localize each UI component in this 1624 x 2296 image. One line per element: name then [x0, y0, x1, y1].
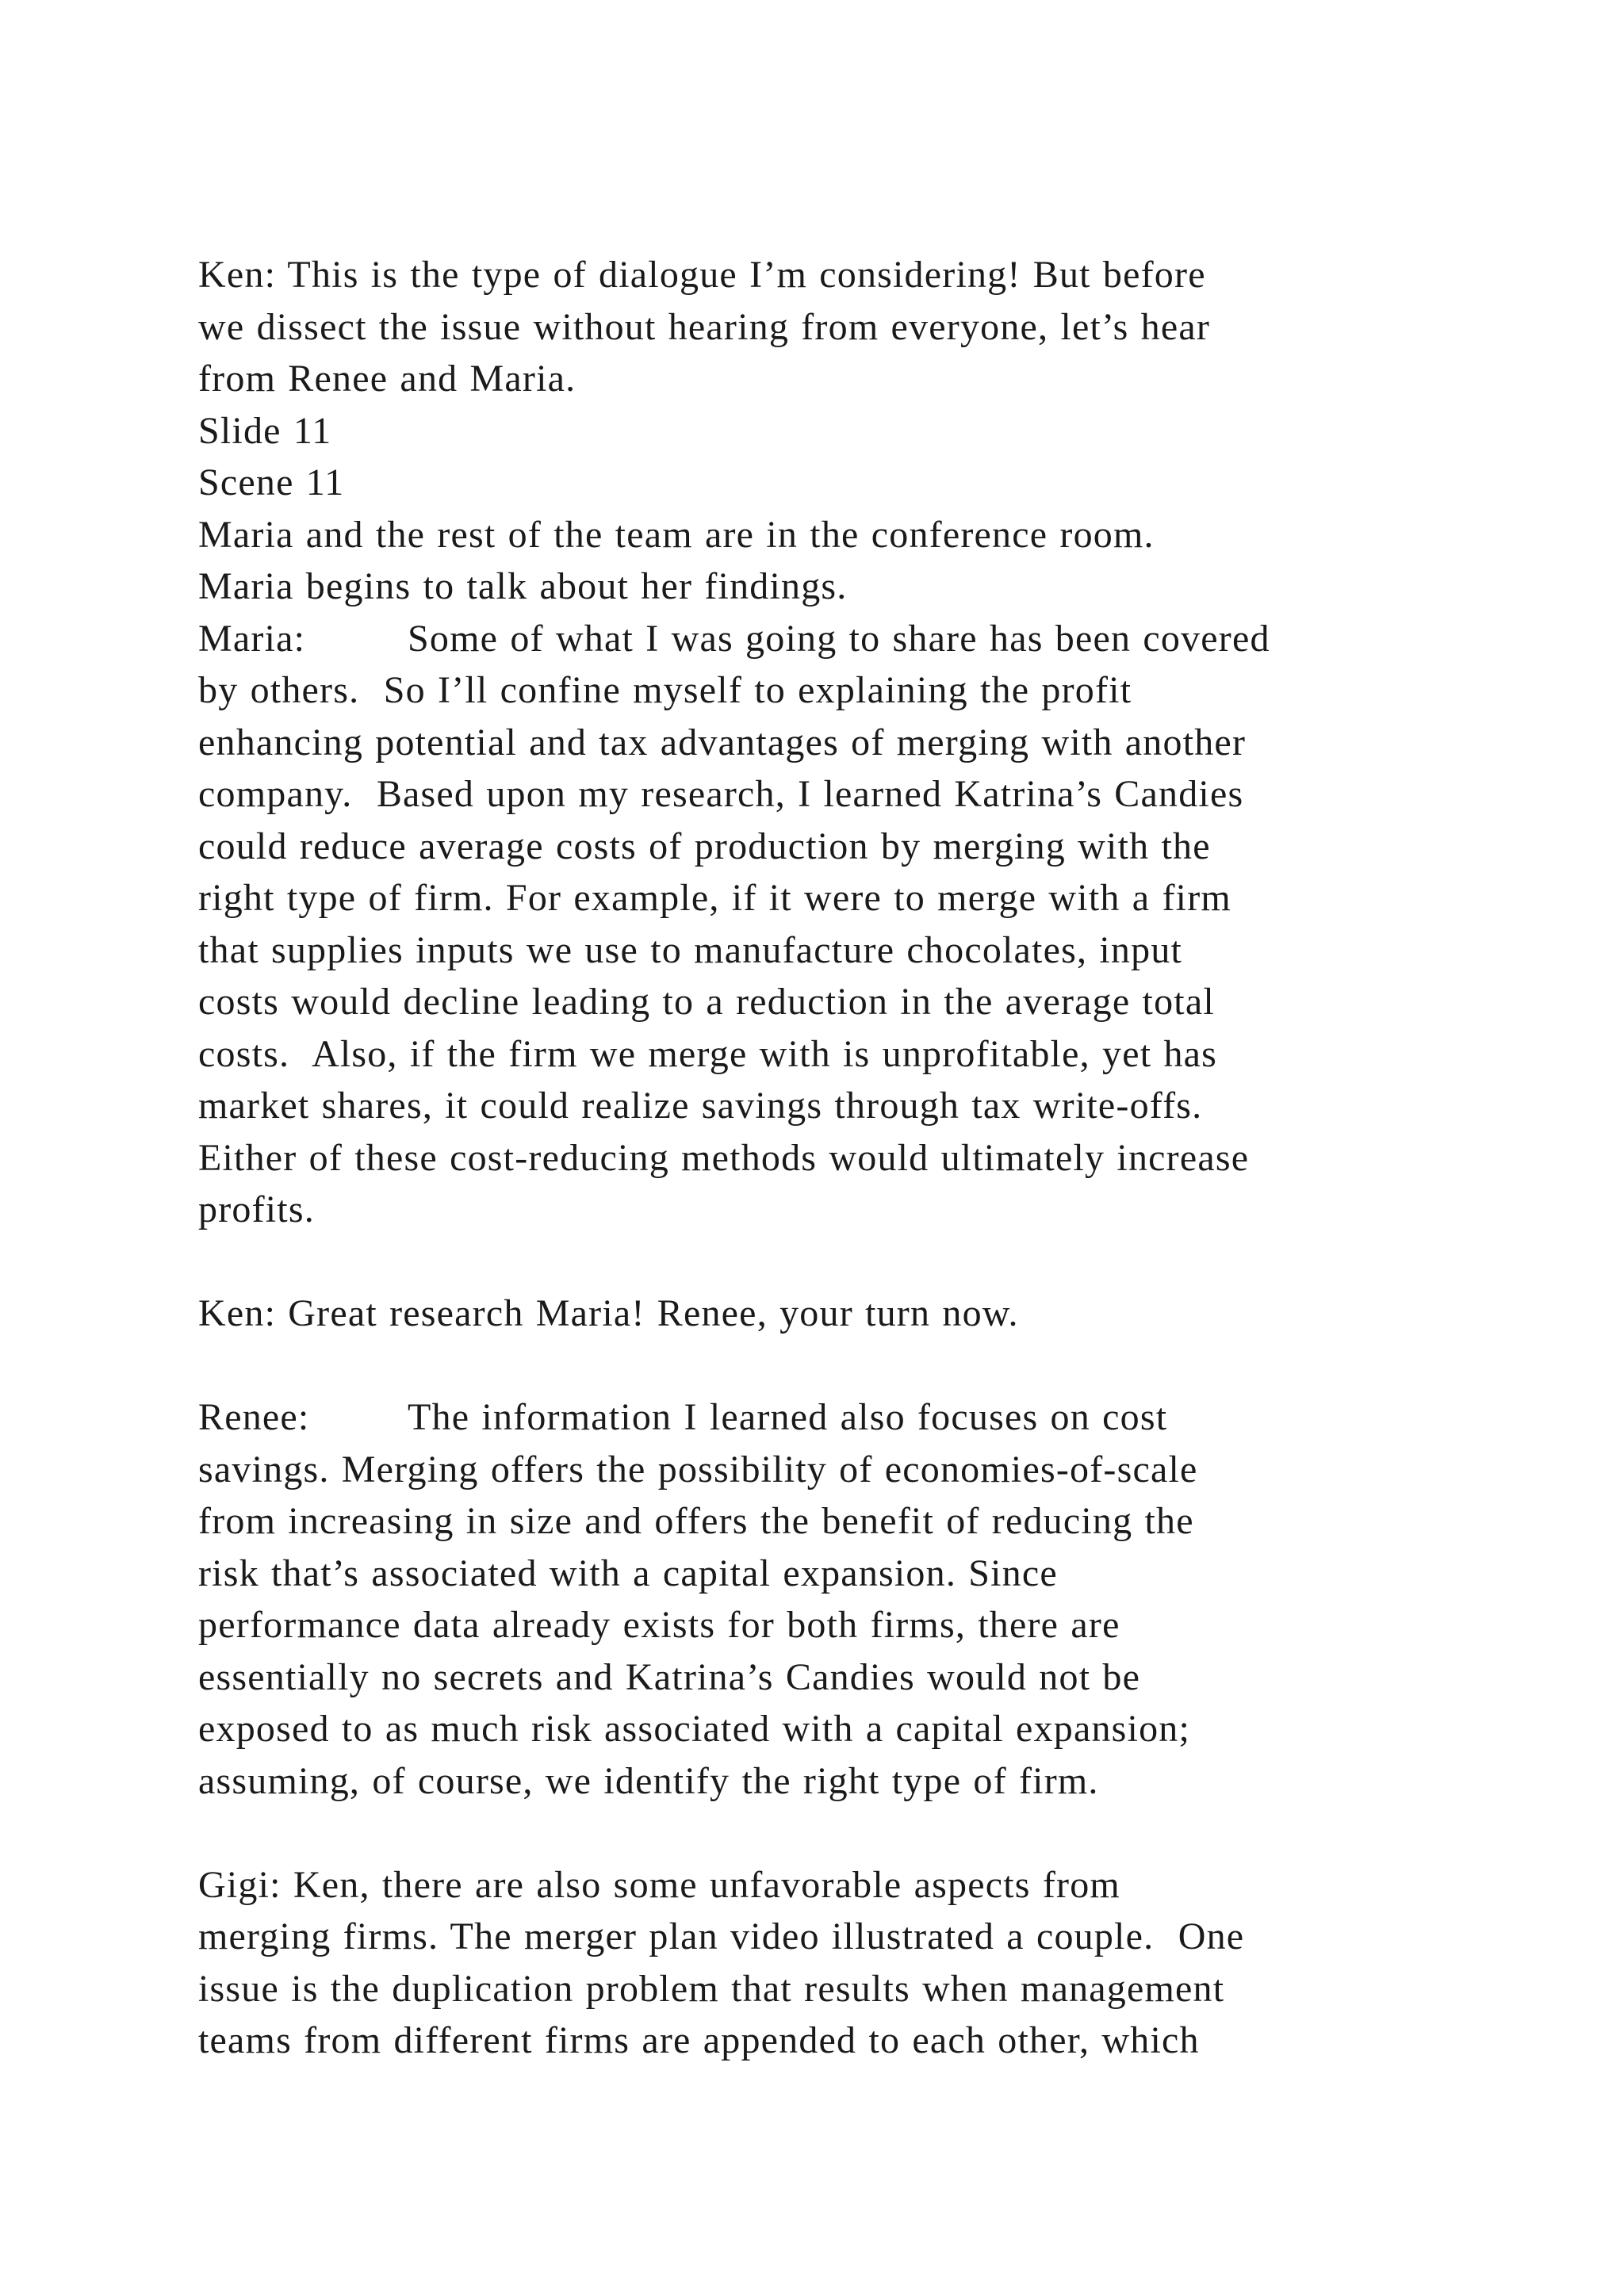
text-line: Gigi: Ken, there are also some unfavorable aspects from — [198, 1863, 1120, 1906]
paragraph-gap — [198, 1807, 1451, 1859]
text-line: essentially no secrets and Katrina’s Candies would not be — [198, 1655, 1141, 1698]
scene-label: Scene 11 — [198, 461, 345, 503]
text-line: savings. Merging offers the possibility of economies-of-scale — [198, 1448, 1198, 1490]
text-line: Maria begins to talk about her findings. — [198, 565, 848, 607]
text-line: teams from different firms are appended to each other, which — [198, 2019, 1200, 2061]
text-line: merging firms. The merger plan video illustrated a couple. One — [198, 1915, 1245, 1957]
text-line: issue is the duplication problem that results when management — [198, 1967, 1225, 2010]
paragraph-gap — [198, 1236, 1451, 1288]
text-line: we dissect the issue without hearing from everyone, let’s hear — [198, 305, 1211, 348]
text-line: Some of what I was going to share has been covered — [408, 617, 1270, 660]
text-line: Either of these cost-reducing methods would ultimately increase — [198, 1136, 1250, 1179]
text-line: by others. So I’ll confine myself to explaining the profit — [198, 669, 1132, 711]
text-line: company. Based upon my research, I learned Katrina’s Candies — [198, 773, 1244, 815]
text-line: Maria and the rest of the team are in the conference room. — [198, 513, 1155, 556]
slide-label: Slide 11 — [198, 409, 332, 452]
text-line: from increasing in size and offers the benefit of reducing the — [198, 1500, 1194, 1542]
speaker-label-renee: Renee: — [198, 1396, 310, 1438]
text-line: risk that’s associated with a capital expansion. Since — [198, 1552, 1058, 1594]
text-line: could reduce average costs of production by merging with the — [198, 825, 1211, 867]
text-line: market shares, it could realize savings through tax write-offs. — [198, 1085, 1203, 1127]
text-line: enhancing potential and tax advantages of merging with another — [198, 721, 1247, 763]
paragraph-gap — [198, 1340, 1451, 1392]
text-line: costs would decline leading to a reduction in the average total — [198, 981, 1215, 1023]
text-line: exposed to as much risk associated with a capital expansion; — [198, 1708, 1191, 1750]
text-line: that supplies inputs we use to manufacture chocolates, input — [198, 928, 1183, 971]
text-line: performance data already exists for both firms, there are — [198, 1604, 1120, 1646]
text-line: profits. — [198, 1188, 315, 1230]
speaker-label-maria: Maria: — [198, 617, 306, 660]
text-line: from Renee and Maria. — [198, 358, 576, 400]
text-line: right type of firm. For example, if it were to merge with a firm — [198, 877, 1231, 919]
dialogue-line-renee — [198, 1391, 1451, 1444]
text-line: Ken: This is the type of dialogue I’m considering! But before — [198, 254, 1206, 296]
text-line: The information I learned also focuses on cost — [408, 1396, 1168, 1438]
text-line: costs. Also, if the firm we merge with is unprofitable, yet has — [198, 1032, 1218, 1075]
text-line: Ken: Great research Maria! Renee, your turn now. — [198, 1292, 1019, 1334]
dialogue-line-maria — [198, 613, 1451, 665]
text-line: assuming, of course, we identify the right type of firm. — [198, 1759, 1099, 1802]
document-body — [198, 249, 1451, 2067]
